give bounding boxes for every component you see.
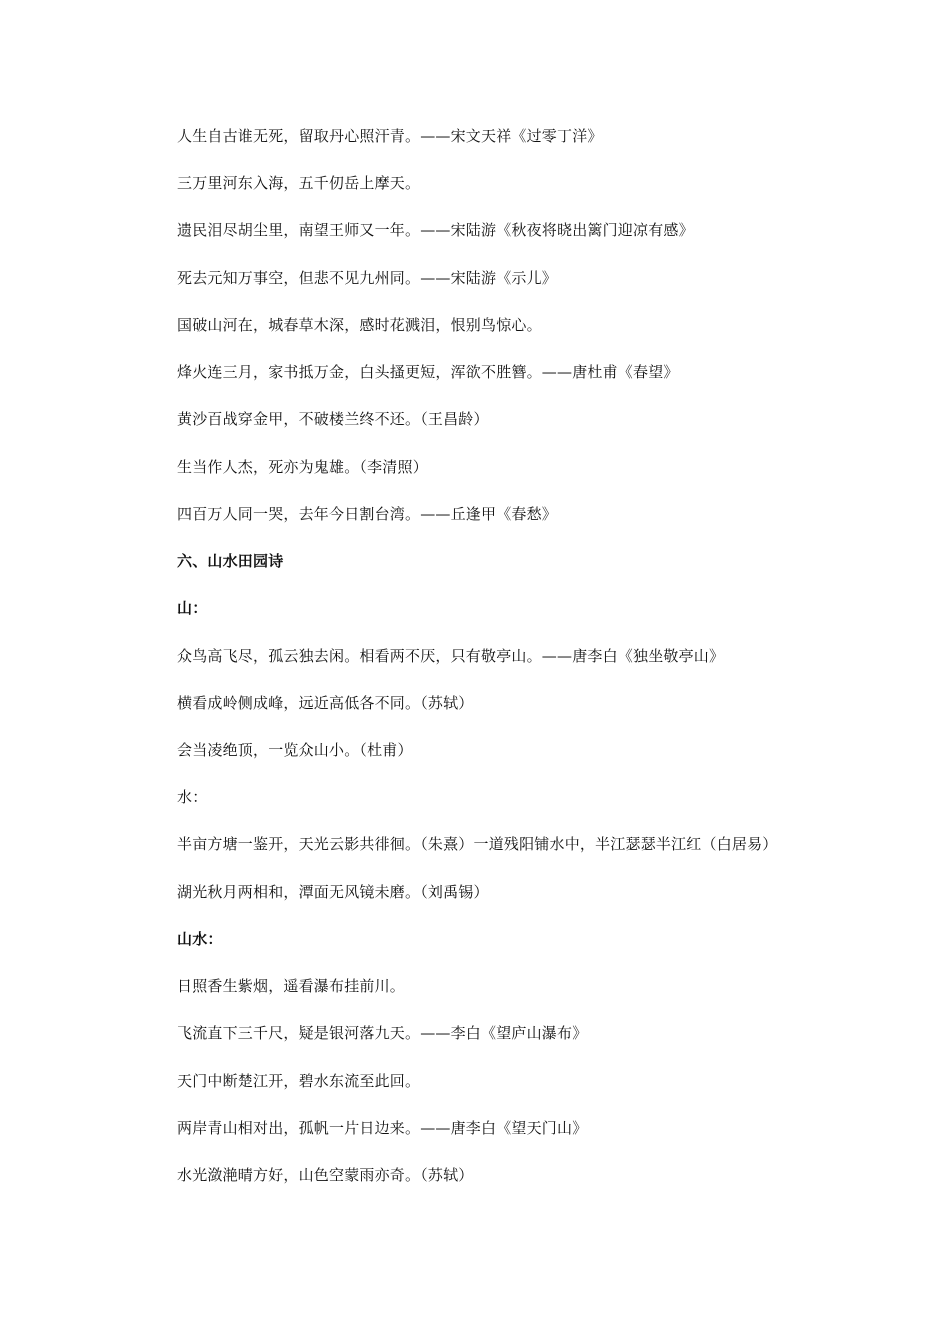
poem-line: 国破山河在，城春草木深，感时花溅泪，恨别鸟惊心。 (177, 316, 542, 334)
subsection-heading-water: 水： (177, 788, 208, 806)
poem-line: 日照香生紫烟，遥看瀑布挂前川。 (177, 977, 406, 995)
poem-line: 飞流直下三千尺，疑是银河落九天。——李白《望庐山瀑布》 (177, 1024, 588, 1042)
poem-line: 死去元知万事空，但悲不见九州同。——宋陆游《示儿》 (177, 269, 558, 287)
poem-line: 人生自古谁无死，留取丹心照汗青。——宋文天祥《过零丁洋》 (177, 127, 603, 145)
poem-line: 生当作人杰，死亦为鬼雄。（李清照） (177, 458, 428, 476)
poem-line: 半亩方塘一鉴开，天光云影共徘徊。（朱熹）一道残阳铺水中，半江瑟瑟半江红（白居易） (177, 835, 778, 853)
poem-line: 会当凌绝顶，一览众山小。（杜甫） (177, 741, 413, 759)
poem-line: 遗民泪尽胡尘里，南望王师又一年。——宋陆游《秋夜将晓出篱门迎凉有感》 (177, 221, 694, 239)
poem-line: 水光潋滟晴方好，山色空蒙雨亦奇。（苏轼） (177, 1166, 474, 1184)
poem-line: 黄沙百战穿金甲，不破楼兰终不还。（王昌龄） (177, 410, 489, 428)
section-heading: 六、山水田园诗 (177, 552, 284, 570)
poem-line: 天门中断楚江开，碧水东流至此回。 (177, 1072, 421, 1090)
poem-line: 烽火连三月，家书抵万金，白头搔更短，浑欲不胜簪。——唐杜甫《春望》 (177, 363, 679, 381)
poem-line: 湖光秋月两相和，潭面无风镜未磨。（刘禹锡） (177, 883, 489, 901)
poem-line: 四百万人同一哭，去年今日割台湾。——丘逢甲《春愁》 (177, 505, 558, 523)
poem-line: 三万里河东入海，五千仞岳上摩天。 (177, 174, 421, 192)
poem-line: 横看成岭侧成峰，远近高低各不同。（苏轼） (177, 694, 474, 712)
poem-line: 众鸟高飞尽，孤云独去闲。相看两不厌，只有敬亭山。——唐李白《独坐敬亭山》 (177, 647, 725, 665)
poem-line: 两岸青山相对出，孤帆一片日边来。——唐李白《望天门山》 (177, 1119, 588, 1137)
subsection-heading-landscape: 山水： (177, 930, 223, 948)
subsection-heading-mountain: 山： (177, 599, 208, 617)
